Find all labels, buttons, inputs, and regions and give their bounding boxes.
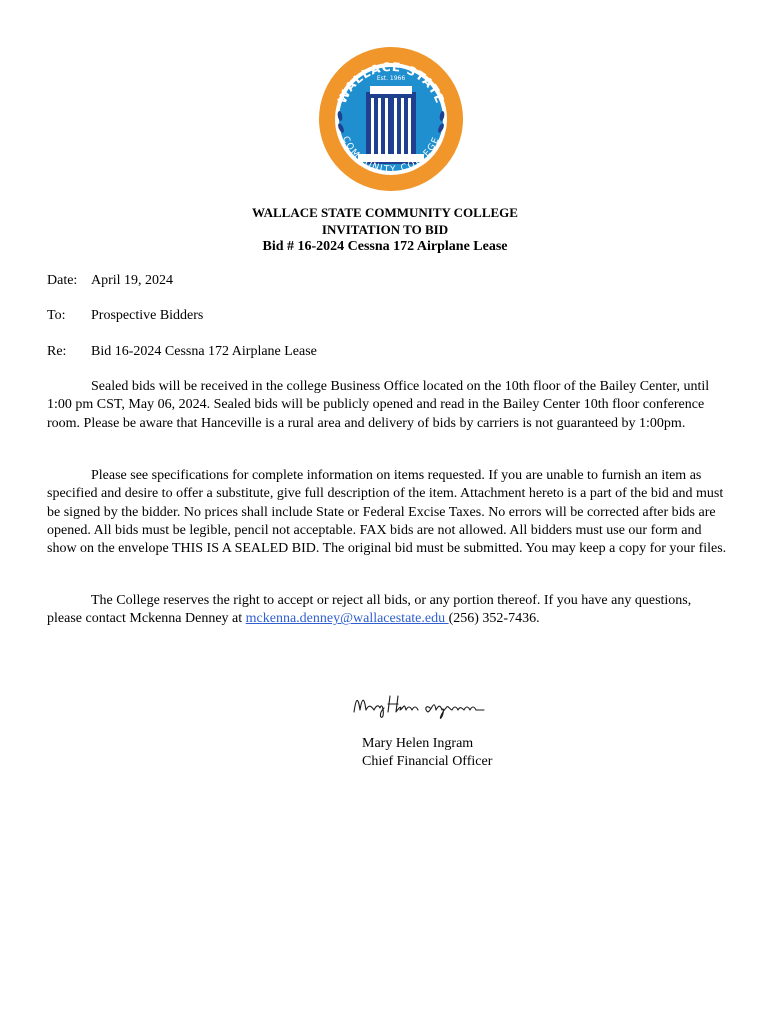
re-value: Bid 16-2024 Cessna 172 Airplane Lease <box>91 344 317 359</box>
contact-phone: (256) 352-7436. <box>448 611 540 627</box>
college-name: WALLACE STATE COMMUNITY COLLEGE <box>252 205 518 220</box>
logo-arc-bottom-text: COMMUNITY COLLEGE <box>339 134 443 176</box>
invitation-title: INVITATION TO BID <box>321 222 449 237</box>
to-label: To: <box>47 308 66 323</box>
letter-header <box>0 204 770 255</box>
handwritten-signature <box>350 688 500 720</box>
contact-email-link[interactable]: mckenna.denney@wallacestate.edu <box>245 611 449 627</box>
paragraph-specifications: Please see specifications for complete information on items requested. If you are unable to furnish an item as specified and desire to offer a substitute, give full description of the item. Attachment hereto is a part of the bid and must be signed by the bidder. No prices shall include State or Federal Excise Taxes. No errors will be corrected after bids are opened. All bids must be legible, pencil not acceptable. FAX bids are not allowed. All bidders must use our form and show on the envelope THIS IS A SEALED BID. The original bid must be submitted. You may keep a copy for your files. <box>47 468 727 557</box>
logo-arc-top-text: WALLACE STATE <box>334 59 448 106</box>
date-line <box>47 272 173 290</box>
re-line <box>47 343 317 361</box>
paragraph-sealed-bids: Sealed bids will be received in the college Business Office located on the 10th floor of the Bailey Center, until 1:00 pm CST, May 06, 2024. Sealed bids will be publicly opened and read in the Bailey Center 10th floor conference room. Please be aware that Hanceville is a rural area and delivery of bids by carriers is not guaranteed by 1:00pm. <box>47 379 710 431</box>
signer-name: Mary Helen Ingram <box>362 736 474 751</box>
college-seal-logo <box>318 46 464 192</box>
paragraph-contact <box>47 592 729 629</box>
bid-title: Bid # 16-2024 Cessna 172 Airplane Lease <box>262 239 508 254</box>
to-line <box>47 307 203 325</box>
to-value: Prospective Bidders <box>91 308 204 323</box>
signer-title: Chief Financial Officer <box>362 754 493 769</box>
date-value: April 19, 2024 <box>91 273 174 288</box>
logo-est-text: Est. 1966 <box>376 75 406 82</box>
re-label: Re: <box>47 344 67 359</box>
date-label: Date: <box>47 273 78 288</box>
contact-text: The College reserves the right to accept or reject all bids, or any portion thereof. If you have any questions, please contact Mckenna Denney at <box>47 593 692 627</box>
